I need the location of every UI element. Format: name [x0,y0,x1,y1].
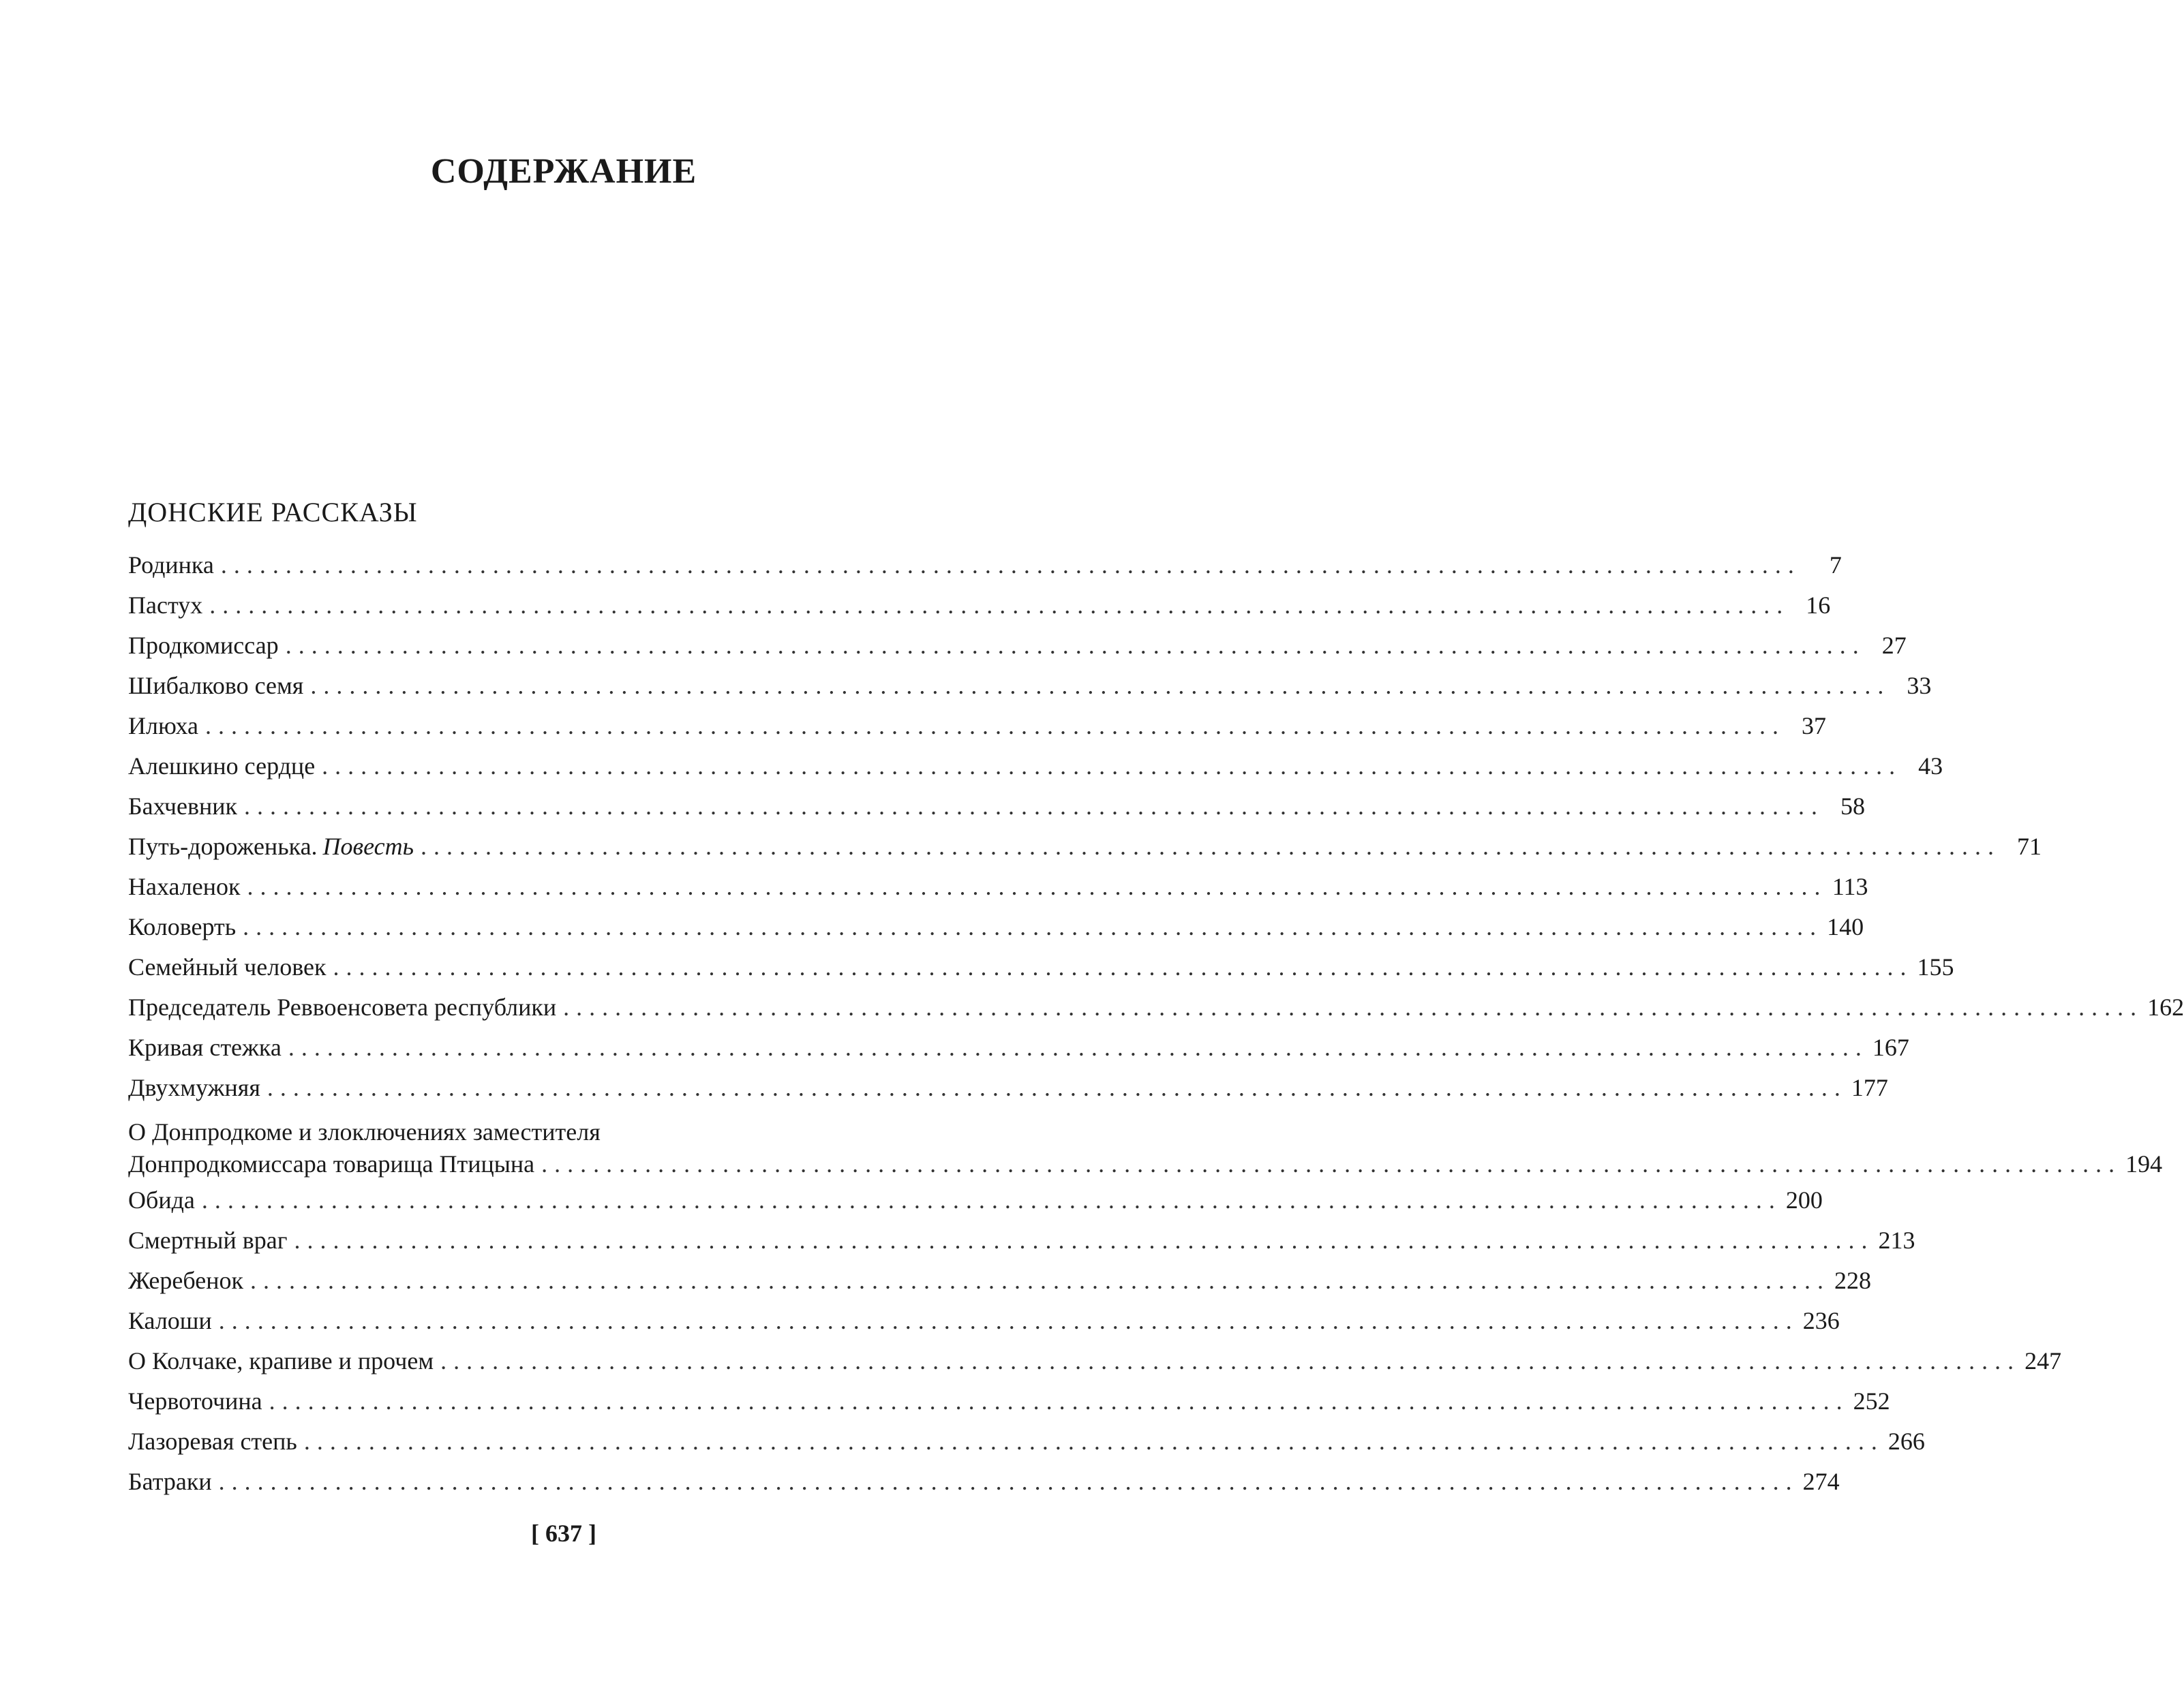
toc-entry-title: Шибалково семя [128,672,304,699]
toc-entry-page: 177 [1851,1074,1888,1101]
dot-leader [205,706,1778,746]
toc-entry-page: 213 [1878,1227,1915,1254]
toc-entry-title: Родинка [128,551,214,579]
dot-leader [221,545,1794,585]
toc-entry-page: 167 [1872,1034,1909,1061]
dot-leader [247,867,1821,907]
dot-leader [269,1381,1842,1422]
toc-entry[interactable] [128,545,1842,585]
toc-entry-page: 140 [1827,913,1864,940]
toc-entry[interactable] [128,1301,1840,1341]
toc-entry-title: Алешкино сердце [128,752,316,780]
toc-entry-title-row [128,1148,2162,1180]
toc-entry-title: Батраки [128,1468,212,1495]
toc-entry[interactable] [128,706,1826,746]
toc-entry-title: Червоточина [128,1387,262,1415]
toc-entry-title: Пастух [128,592,203,619]
toc-entry-page: 16 [1806,592,1831,619]
toc-entry[interactable] [128,786,1865,827]
toc-entry[interactable] [128,1261,1871,1301]
page-title: СОДЕРЖАНИЕ [430,152,697,191]
toc-entry-title: Кривая стежка [128,1034,282,1061]
toc-entry-title: Коловерть [128,913,237,940]
toc-entry-page: 27 [1881,632,1907,659]
toc-entry[interactable] [128,1220,1915,1261]
toc-entry-title: Двухмужняя [128,1074,260,1101]
toc-entry[interactable] [128,987,2184,1028]
toc-entry[interactable] [128,947,1954,987]
toc-entry-title: Путь-дороженька. [128,833,318,860]
toc-entry-page: 155 [1917,953,1954,981]
dot-leader [219,1462,1792,1502]
dot-leader [294,1220,1868,1261]
toc-entry-page: 274 [1802,1468,1840,1495]
toc-entry-page: 33 [1907,672,1932,699]
dot-leader [250,1261,1823,1301]
dot-leader [541,1148,2114,1180]
dot-leader [322,746,1895,786]
toc-entry-page: 71 [2017,833,2042,860]
dot-leader [563,987,2136,1028]
dot-leader [288,1028,1862,1068]
toc-entry[interactable] [128,1341,2062,1381]
toc-entry-title: Бахчевник [128,793,237,820]
toc-entry-subtitle: Повесть [322,833,414,860]
toc-entry[interactable] [128,1422,1925,1462]
toc-entry-page: 228 [1834,1267,1871,1294]
toc-entry-title: Председатель Реввоенсовета республики [128,994,557,1021]
toc-entry[interactable] [128,1028,1909,1068]
dot-leader [440,1341,2014,1381]
toc-entry-page: 252 [1853,1387,1890,1415]
toc-entry[interactable] [128,666,1932,706]
toc-entry[interactable] [128,1180,1823,1220]
toc-entry[interactable] [128,585,1831,626]
toc-entry-page: 236 [1802,1307,1840,1334]
toc-entry-page: 200 [1785,1186,1823,1214]
toc-entry-title: Жеребенок [128,1267,243,1294]
toc-entry[interactable] [128,1462,1840,1502]
toc-entry[interactable] [128,1381,1890,1422]
toc-entry-page: 7 [1829,551,1842,579]
toc-entry-title: Калоши [128,1307,212,1334]
section-heading: ДОНСКИЕ РАССКАЗЫ [128,497,418,527]
toc-entry-title: Обида [128,1186,195,1214]
toc-entry-title-block [128,1116,2162,1180]
toc-entry[interactable] [128,746,1943,786]
toc-entry-page: 247 [2024,1347,2062,1374]
toc-entry-page: 37 [1801,712,1826,739]
dot-leader [209,585,1783,626]
toc-entry-page: 194 [2125,1150,2163,1178]
dot-leader [243,907,1816,947]
dot-leader [219,1301,1792,1341]
dot-leader [202,1180,1775,1220]
dot-leader [267,1068,1840,1108]
toc-entry-title: Лазоревая степь [128,1428,297,1455]
toc-entry[interactable] [128,626,1907,666]
toc-entry-page: 266 [1887,1428,1925,1455]
toc-entry-title: Семейный человек [128,953,327,981]
dot-leader [421,827,1994,867]
toc-entry[interactable] [128,867,1868,907]
toc-entry-title: Илюха [128,712,198,739]
dot-leader [310,666,1883,706]
toc-entry-title: Смертный враг [128,1227,288,1254]
page-number: [ 637 ] [531,1520,596,1547]
dot-leader [304,1422,1877,1462]
dot-leader [244,786,1817,827]
toc-entry-page: 113 [1832,873,1868,900]
toc-entry-page: 43 [1918,752,1943,780]
toc-entry-title: Нахаленок [128,873,241,900]
toc-entry[interactable] [128,1068,1888,1108]
toc-entry-title: Продкомиссар [128,632,279,659]
toc-entry-title-continued: Донпродкомиссара товарища Птицына [128,1150,535,1178]
dot-leader [333,947,1906,987]
toc-entry-page: 162 [2147,994,2184,1021]
toc-entry[interactable] [128,827,2042,867]
dot-leader [286,626,1859,666]
toc-entry[interactable] [128,1108,2163,1180]
toc-entry-title: О Донпродкоме и злоключениях заместителя [128,1118,601,1146]
toc-entry-page: 58 [1840,793,1865,820]
toc-entry[interactable] [128,907,1864,947]
toc-entry-title: О Колчаке, крапиве и прочем [128,1347,434,1374]
table-of-contents [128,545,2184,1502]
